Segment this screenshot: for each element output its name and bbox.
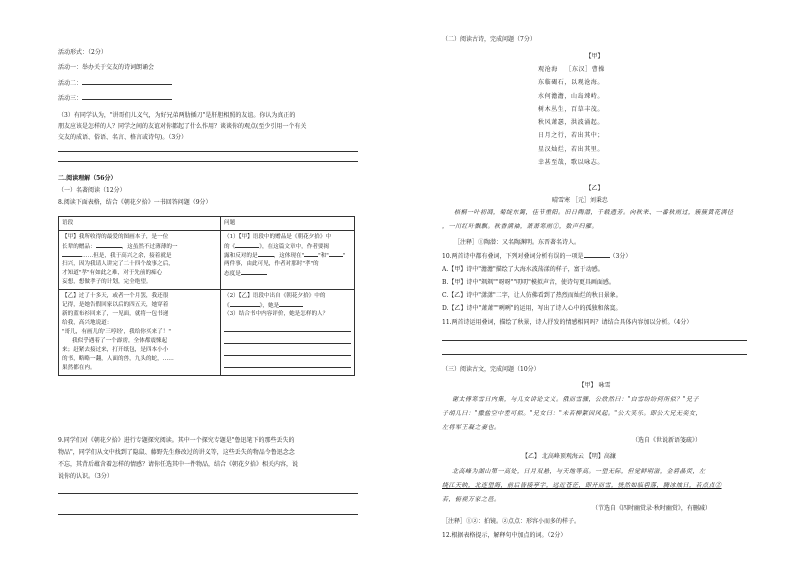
q11-prompt: 11.两首诗运用叠词，描绘了秋景，诗人抒发的情感相同吗？请结合具体内容加以分析。（4分） <box>442 319 693 326</box>
poem-2-header: 晴雪寒 ［元］刘秉忠 <box>552 197 608 204</box>
answer-line[interactable] <box>224 323 351 332</box>
answer-blank[interactable] <box>279 301 303 307</box>
table-header-row <box>59 217 355 231</box>
wen-1-line-3: 左将军王凝之妻也。 <box>442 424 501 431</box>
poem-line: 水何澹澹，山岛竦峙。 <box>538 92 605 100</box>
answer-line[interactable] <box>58 514 358 515</box>
sub3-title: （三）阅读古文，完成问题（10分） <box>442 366 540 373</box>
activity-three: 活动三： <box>58 95 83 102</box>
activity-two: 活动二： <box>58 80 83 87</box>
answer-blank[interactable] <box>230 301 260 307</box>
source-1: （选自《世说新语笺疏》） <box>632 437 702 444</box>
yi-tag: 【乙】 <box>585 185 604 192</box>
answer-blank[interactable] <box>304 251 318 257</box>
question-line <box>224 242 351 251</box>
question-text: 露和反对的是 <box>224 252 258 259</box>
question-line: （1）【甲】语段中的赠品是《朝花夕拾》中 <box>224 233 332 240</box>
wen-1-line-1: 谢太傅寒雪日内集，与儿女讲论文义。俄而雪骤，公欣然曰："白雪纷纷何所似？"兄子 <box>452 396 700 403</box>
passage-text: ……但是，我于高兴之余，接着就是 <box>82 252 172 259</box>
jia-blank[interactable] <box>62 251 82 257</box>
question-line <box>224 269 351 278</box>
jia2-tag: 【甲】 咏雪 <box>578 382 611 389</box>
question-text: 》，在这篇文章中，作者要揭 <box>259 243 330 250</box>
passage-line: 给我，高兴地说道： <box>62 319 113 326</box>
yi-question <box>221 289 355 375</box>
poem-2-line-2: ，一川红叶飘飘。秋香满袖，萧萧寒雨①，数声归雁。 <box>442 223 599 230</box>
question-text: "和" <box>318 252 329 259</box>
passage-text: 长辈的赠品： <box>62 243 96 250</box>
q10-prompt: 10.两首诗中都有叠词，下列对叠词分析有误的一项是 <box>442 253 584 260</box>
sub2-title: （二）阅读古诗，完成问题（7分） <box>442 36 536 43</box>
right-column <box>442 0 747 561</box>
q3-line-2: 朋友应该是怎样的人？同学之间的友谊对你都起了什么作用？谈谈你的观点(至少引用一个有关 <box>58 123 307 130</box>
jia-tag: 【甲】 <box>585 53 604 60</box>
answer-line[interactable] <box>224 335 351 344</box>
q10-option-d: D.【乙】诗中"萧萧""咧咧"的运用，写出了诗人心中的孤独和落寞。 <box>442 305 622 312</box>
activity-three-line <box>58 94 358 103</box>
question-text: 态度是 <box>224 270 241 277</box>
q9-line-2: 物品"，同学们从文中找到了隐鼠、藤野先生修改过的讲义等，这些丢失的物品令鲁迅念念 <box>58 449 295 456</box>
passage-line: 【甲】我所收得的最爱的图画本子，是一位 <box>62 233 169 240</box>
table-row-jia <box>59 230 355 289</box>
poem-2-line-1: 梧桐一叶初凋，菊绽东篱，佳节重阳。旧日陶潜，千载遗芳。向秋来、一番秋雨过，簇簇黄花满径 <box>454 209 734 216</box>
activity-one: 活动一：举办关于交友的诗词朗诵会 <box>58 64 155 71</box>
yi2-tag: 【乙】 北高峰顶观海云 【明】高濂 <box>522 453 616 460</box>
passage-line: 的书，略略一翻，人面的兽，九头的蛇，…… <box>62 355 174 362</box>
poem-line: 星汉灿烂，若出其里。 <box>538 145 605 153</box>
passage-line <box>62 251 217 260</box>
table-header-text: 语段 <box>59 217 221 231</box>
q10-answer-blank[interactable] <box>584 252 610 258</box>
passage-text: ，这虽然不过薄薄的一 <box>121 243 178 250</box>
question-line: 两件事，由此可见，作者对那时"孝"的 <box>224 260 319 267</box>
question-text: 的《 <box>224 243 236 250</box>
passage-line: 扫兴，因为我请人讲完了二十四个故事之后， <box>62 260 174 267</box>
source-2: （节选自《四时幽赏录·秋时幽赏》，有删减） <box>592 505 711 512</box>
answer-line[interactable] <box>442 354 747 355</box>
answer-line[interactable] <box>224 347 351 356</box>
table-row-yi <box>59 289 355 375</box>
wen-2-line-3: 若，俯视万家之邑。 <box>442 496 501 503</box>
answer-line[interactable] <box>58 161 358 162</box>
passage-line: "哥儿，有画儿的'三哼经'，我给你买来了！" <box>62 328 171 335</box>
note-2: ［注释］①②：拍镜。②点点：形容小而多的样子。 <box>442 518 581 525</box>
passage-line: 新的蓝布衫回来了，一见面，就将一包书递 <box>62 310 169 317</box>
yi-passage <box>59 289 221 375</box>
answer-blank[interactable] <box>258 251 274 257</box>
activity-three-blank[interactable] <box>82 94 172 100</box>
question-text: 《 <box>224 302 230 309</box>
poem-1 <box>538 67 605 173</box>
q10-score: （3分） <box>609 253 632 260</box>
passage-line: 妄想，想做孝子的计划，完全绝望。 <box>62 278 152 285</box>
poem-line: 幸甚至哉，歌以咏志。 <box>538 159 605 167</box>
question-text: " <box>342 252 346 259</box>
q10-option-b: B.【甲】诗中"飒飒""呀呀""叨叨"模拟声音，使诗句更具画面感。 <box>442 279 615 286</box>
note-1: ［注释］①陶潜：又名陶渊明。东晋著名诗人。 <box>454 239 581 246</box>
jia-question <box>221 230 355 289</box>
q9-line-4: 说你的认识。（3分） <box>58 473 113 480</box>
left-column <box>58 0 358 561</box>
passage-line <box>62 242 217 251</box>
answer-line[interactable] <box>442 340 747 341</box>
activity-two-blank[interactable] <box>82 79 172 85</box>
jia-blank[interactable] <box>96 242 122 248</box>
q10-line <box>442 252 747 261</box>
q3-line-1: （3）有同学认为，"讲哥们儿义气，为好兄弟两肋插刀"是肝胆相照的友谊。你认为真正的 <box>58 112 296 119</box>
question-line: （2）【乙】语段中出自《朝花夕拾》中的 <box>224 292 326 299</box>
question-line <box>224 251 351 260</box>
q10-option-c: C.【乙】诗中"潇潇"二字，让人仿佛看到了热烈而灿烂的秋日景象。 <box>442 292 622 299</box>
passage-line: 才知道"孝"有如此之难，对于先前的痴心 <box>62 269 163 276</box>
answer-line[interactable] <box>58 151 358 152</box>
q9-line-1: 9.同学们对《朝花夕拾》进行专题探究阅读。其中一个探究专题是"鲁迅笔下的那些丢失的 <box>58 437 295 444</box>
poem-line: 树木丛生，百草丰茂。 <box>538 105 605 113</box>
passage-line: 【乙】过了十多天，或者一个月罢，我还很 <box>62 292 169 299</box>
passage-line: 记得，是她告假回家以后的四五天，她穿着 <box>62 301 169 308</box>
poem-line: 日月之行，若出其中； <box>538 132 605 140</box>
q8-prompt: 8.阅读下面表格，结合《朝花夕拾》一书回答问题（9分） <box>58 199 212 206</box>
jia-passage <box>59 230 221 289</box>
poem-1-title: 观沧海 <box>538 66 558 73</box>
reading-table <box>58 216 355 376</box>
answer-blank[interactable] <box>235 242 259 248</box>
table-header-question: 问题 <box>221 217 355 231</box>
poem-line: 秋风萧瑟，洪波涌起。 <box>538 119 605 127</box>
q12-prompt: 12.根据表格提示，解释句中加点的词。（2分） <box>442 532 567 539</box>
activity-form: 活动形式：（2分） <box>58 49 107 56</box>
answer-blank[interactable] <box>241 269 267 275</box>
q10-option-a: A.【甲】诗中"澹澹"描绘了大海水波荡漾的样子，富于动感。 <box>442 266 604 273</box>
question-text: ，这体现在" <box>273 252 305 259</box>
answer-line[interactable] <box>224 359 351 368</box>
poem-line: 东临碣石，以观沧海。 <box>538 79 605 87</box>
section2-title: 二.阅读理解（56分） <box>58 175 117 182</box>
passage-line: 我似乎遇着了一个霹雳，全体都震悚起 <box>72 337 168 344</box>
wen-2-line-2: 绕江天映，北连望海，前后皆接亭宇，远近苍茫，即开而雪，恍然如临碧落，腾冰烛日，若点点② <box>442 482 722 489</box>
question-text: 》，她是 <box>259 302 280 309</box>
passage-line: 果然都在内。 <box>62 364 96 371</box>
wen-2-line-1: 北高峰为湖山第一高处，日月双悬，与天地等高。一望无际，但觉鲜明滋，金碧晶荧，左 <box>452 468 706 475</box>
answer-blank[interactable] <box>329 251 343 257</box>
question-line: （3）结合书中内容评价，她是怎样的人？ <box>224 310 329 317</box>
passage-line: 来；赶紧去接过来，打开纸包，是四本小小 <box>62 346 169 353</box>
question-line <box>224 301 351 310</box>
activity-two-line <box>58 79 358 88</box>
poem-1-author: ［东汉］曹操 <box>565 66 605 73</box>
sub1-title: （一）名著阅读（12分） <box>58 187 126 194</box>
q3-line-3: 交友的成语、俗语、名言、格言或诗句)。（3分） <box>58 134 188 141</box>
q9-line-3: 不忘，其背后蕴含着怎样的情感？请你任选其中一件物品，结合《朝花夕拾》相关内容，说 <box>58 461 299 468</box>
question-line <box>224 278 351 287</box>
answer-line[interactable] <box>58 493 358 494</box>
wen-1-line-2: 子胡儿曰："撒盐空中差可拟。"兄女曰："未若柳絮因风起。"公大笑乐。即公大兄无奕女， <box>442 410 703 417</box>
